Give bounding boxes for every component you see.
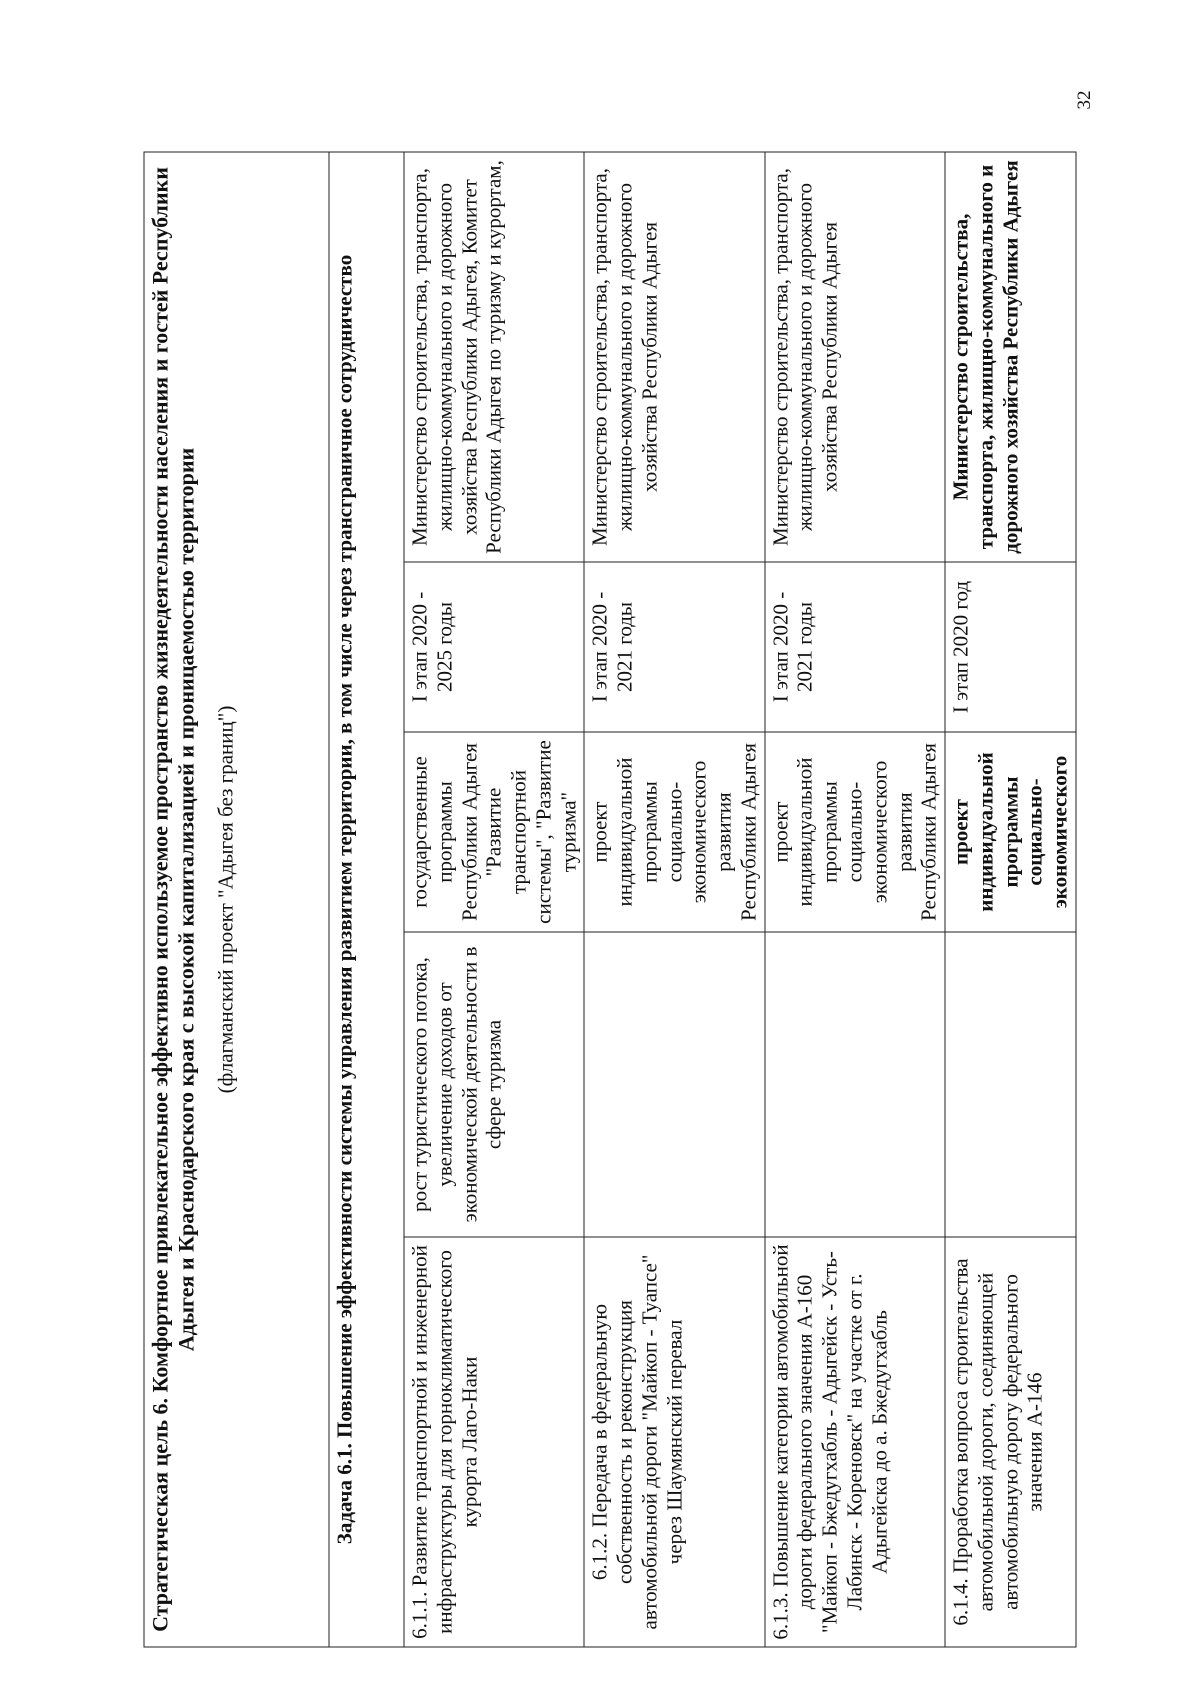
page-number: 32 (1074, 90, 1095, 110)
instrument-cell: проект индивидуальной программы социально-экономического развития Республики Адыгея (584, 732, 764, 932)
result-cell (945, 932, 1076, 1237)
goal-cell (144, 152, 329, 1647)
executor-cell: Министерство строительства, транспорта, жилищно-коммунального и дорожного хозяйства Республики Адыгея (584, 152, 764, 562)
table-row (945, 152, 1076, 1647)
table-row (404, 152, 584, 1647)
rotated-page-content (144, 153, 1072, 1648)
table-row (584, 152, 764, 1647)
goal-row (144, 152, 329, 1647)
instrument-cell: проект индивидуальной программы социально-экономического (945, 732, 1076, 932)
table-row (765, 152, 945, 1647)
task-title: Задача 6.1. Повышение эффективности системы управления развитием территории, в том числе через трансграничное сотрудничество (329, 152, 404, 1647)
executor-cell: Министерство строительства, транспорта, жилищно-коммунального и дорожного хозяйства Республики Адыгея (765, 152, 945, 562)
measure-cell: 6.1.3. Повышение категории автомобильной дороги федерального значения А-160 "Майкоп - Бжедугхабль - Адыгейск - Усть-Лабинск - Кореновск" на участке от г. Адыгейска до а. Бжедугхабль (765, 1237, 945, 1647)
period-cell: I этап 2020 - 2021 годы (765, 562, 945, 732)
executor-cell: Министерство строительства, транспорта, жилищно-коммунального и дорожного хозяйства Республики Адыгея (945, 152, 1076, 562)
instrument-cell: проект индивидуальной программы социально-экономического развития Республики Адыгея (765, 732, 945, 932)
result-cell: рост туристического потока, увеличение доходов от экономической деятельности в сфере туризма (404, 932, 584, 1237)
result-cell (765, 932, 945, 1237)
measure-cell: 6.1.2. Передача в федеральную собственность и реконструкция автомобильной дороги "Майкоп - Туапсе" через Шаумянский перевал (584, 1237, 764, 1647)
executor-cell: Министерство строительства, транспорта, жилищно-коммунального и дорожного хозяйства Республики Адыгея, Комитет Республики Адыгея по туризму и курортам, (404, 152, 584, 562)
result-cell (584, 932, 764, 1237)
goal-title: Стратегическая цель 6. Комфортное привлекательное эффективно используемое пространство жизнедеятельности населения и гостей Республики Адыгея и Краснодарского края с высокой капитализацией и проницаемостью территории (147, 167, 199, 1632)
task-row (329, 152, 404, 1647)
measures-table (144, 152, 1077, 1648)
measure-cell: 6.1.1. Развитие транспортной и инженерной инфраструктуры для горноклиматического курорта Лаго-Наки (404, 1237, 584, 1647)
measure-cell: 6.1.4. Проработка вопроса строительства автомобильной дороги, соединяющей автомобильную дорогу федерального значения А-146 (945, 1237, 1076, 1647)
period-cell: I этап 2020 год (945, 562, 1076, 732)
period-cell: I этап 2020 - 2021 годы (584, 562, 764, 732)
period-cell: I этап 2020 - 2025 годы (404, 562, 584, 732)
flagship-project: (флагманский проект "Адыгея без границ") (213, 705, 238, 1094)
instrument-cell: государственные программы Республики Адыгея "Развитие транспортной системы", "Развитие туризма" (404, 732, 584, 932)
